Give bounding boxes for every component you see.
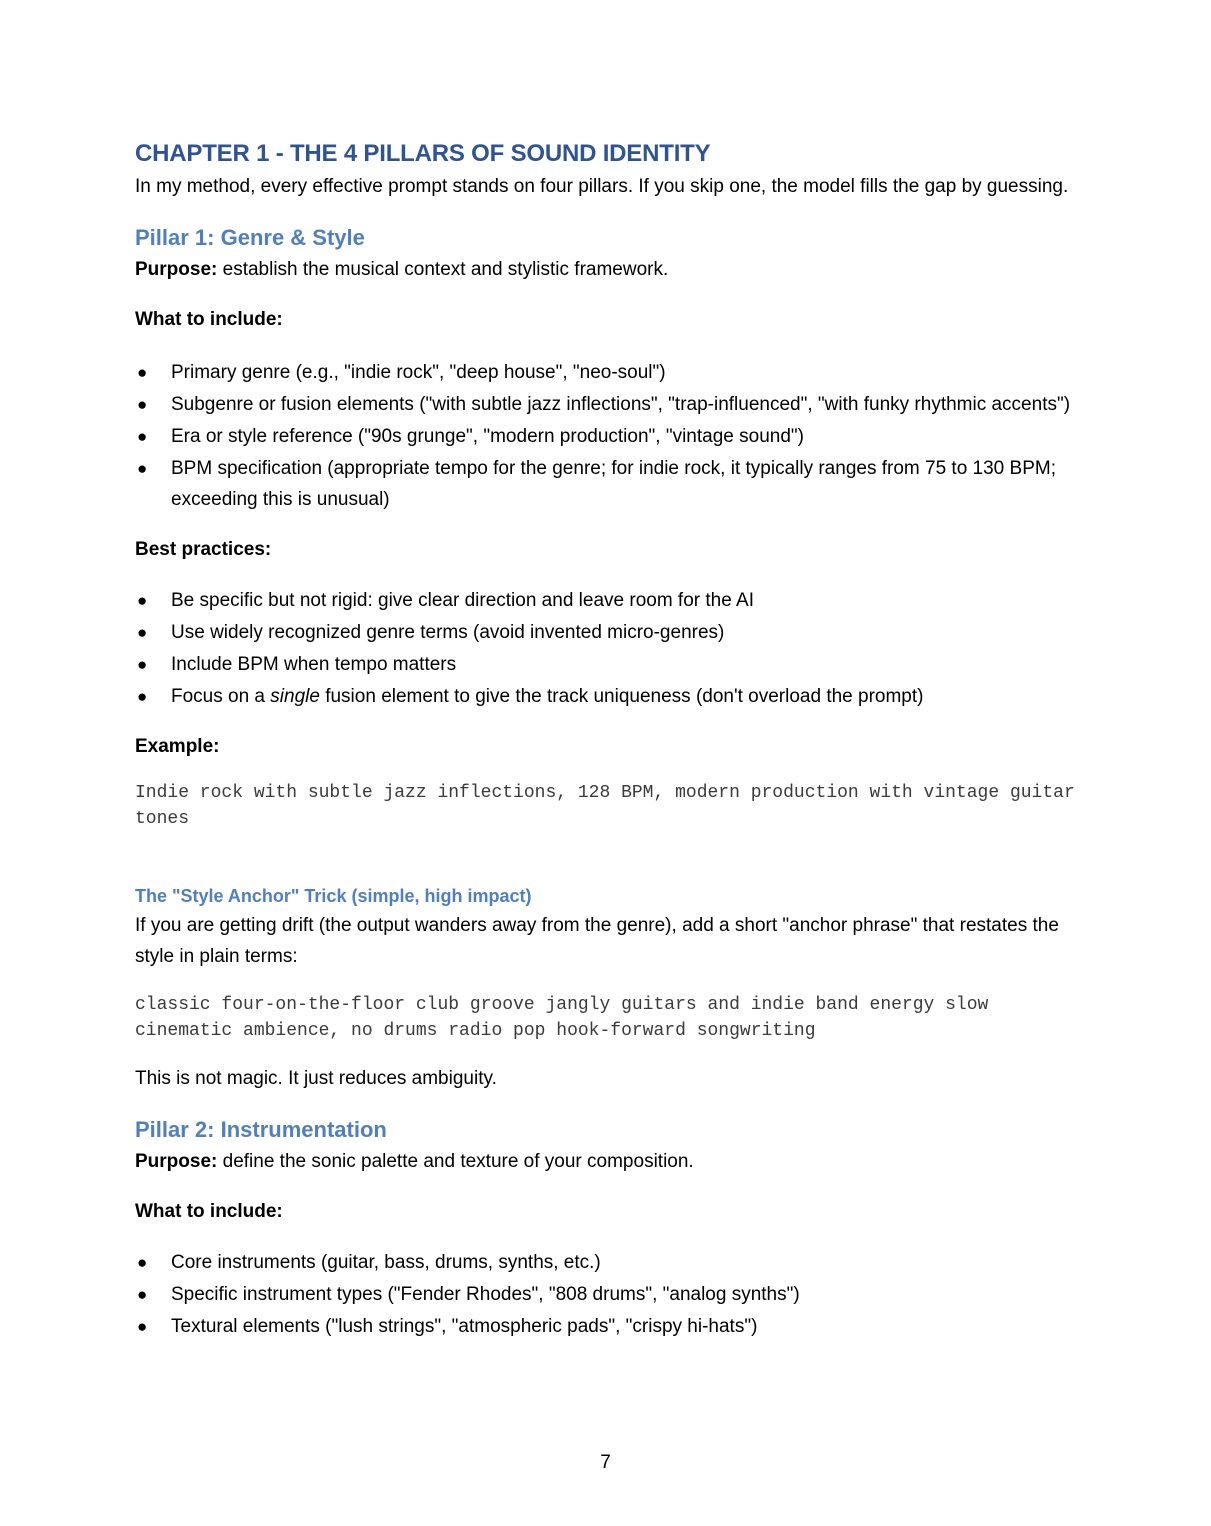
list-item bbox=[135, 1247, 1085, 1278]
list-item bbox=[135, 453, 1085, 515]
pillar1-include-list bbox=[135, 357, 1085, 515]
list-item-text: Primary genre (e.g., "indie rock", "deep house", "neo-soul") bbox=[171, 362, 666, 383]
list-item-text: Focus on a bbox=[171, 686, 271, 707]
list-item-text: Core instruments (guitar, bass, drums, synths, etc.) bbox=[171, 1252, 601, 1273]
pillar2-include-list bbox=[135, 1247, 1085, 1342]
pillar2-purpose-label: Purpose: bbox=[135, 1151, 218, 1172]
pillar1-example-label: Example: bbox=[135, 736, 220, 757]
bullet-icon: ● bbox=[137, 687, 148, 706]
bullet-icon: ● bbox=[137, 395, 148, 414]
bullet-icon: ● bbox=[137, 363, 148, 382]
list-item bbox=[135, 617, 1085, 648]
bullet-icon: ● bbox=[137, 1317, 148, 1336]
pillar1-purpose bbox=[135, 254, 1085, 285]
bullet-icon: ● bbox=[137, 1285, 148, 1304]
list-item bbox=[135, 585, 1085, 616]
list-item-text: Textural elements ("lush strings", "atmospheric pads", "crispy hi-hats") bbox=[171, 1316, 758, 1337]
bullet-icon: ● bbox=[137, 591, 148, 610]
list-item-text: fusion element to give the track uniqueness (don't overload the prompt) bbox=[319, 686, 924, 707]
pillar1-heading: Pillar 1: Genre & Style bbox=[135, 225, 365, 250]
style-anchor-heading: The "Style Anchor" Trick (simple, high impact) bbox=[135, 886, 532, 906]
bullet-icon: ● bbox=[137, 623, 148, 642]
style-anchor-code: classic four-on-the-floor club groove jangly guitars and indie band energy slow cinematic ambience, no drums radio pop hook-forward songwriting bbox=[135, 995, 1000, 1041]
pillar1-include-label: What to include: bbox=[135, 309, 283, 330]
list-item bbox=[135, 681, 1085, 712]
list-item-text: Use widely recognized genre terms (avoid invented micro-genres) bbox=[171, 622, 725, 643]
list-item bbox=[135, 357, 1085, 388]
chapter-title: CHAPTER 1 - THE 4 PILLARS OF SOUND IDENTITY bbox=[135, 140, 711, 167]
pillar1-example-code: Indie rock with subtle jazz inflections, 128 BPM, modern production with vintage guitar tones bbox=[135, 783, 1086, 829]
list-item-text: Include BPM when tempo matters bbox=[171, 654, 457, 675]
pillar1-practices-list bbox=[135, 585, 1085, 712]
chapter-intro: In my method, every effective prompt stands on four pillars. If you skip one, the model fills the gap by guessing. bbox=[135, 176, 1069, 197]
list-item bbox=[135, 389, 1085, 420]
list-item bbox=[135, 421, 1085, 452]
list-item-text: Specific instrument types ("Fender Rhodes", "808 drums", "analog synths") bbox=[171, 1284, 800, 1305]
list-item bbox=[135, 1279, 1085, 1310]
pillar1-purpose-text: establish the musical context and stylistic framework. bbox=[217, 259, 669, 280]
pillar2-heading: Pillar 2: Instrumentation bbox=[135, 1117, 387, 1142]
style-anchor-note: This is not magic. It just reduces ambiguity. bbox=[135, 1068, 497, 1089]
pillar1-practices-label: Best practices: bbox=[135, 539, 272, 560]
bullet-icon: ● bbox=[137, 1253, 148, 1272]
list-item bbox=[135, 649, 1085, 680]
list-item-emphasis: single bbox=[270, 686, 320, 707]
list-item bbox=[135, 1311, 1085, 1342]
list-item-text: Era or style reference ("90s grunge", "modern production", "vintage sound") bbox=[171, 426, 804, 447]
pillar2-purpose-text: define the sonic palette and texture of your composition. bbox=[217, 1151, 694, 1172]
list-item-text: BPM specification (appropriate tempo for the genre; for indie rock, it typically ranges from 75 to 130 BPM; exceeding this is unusual) bbox=[171, 458, 1056, 510]
bullet-icon: ● bbox=[137, 459, 148, 478]
list-item-text: Be specific but not rigid: give clear direction and leave room for the AI bbox=[171, 590, 754, 611]
pillar2-include-label: What to include: bbox=[135, 1201, 283, 1222]
pillar2-purpose bbox=[135, 1146, 1085, 1177]
bullet-icon: ● bbox=[137, 655, 148, 674]
document-page bbox=[135, 138, 1085, 1343]
pillar1-purpose-label: Purpose: bbox=[135, 259, 218, 280]
page-number: 7 bbox=[600, 1452, 611, 1473]
list-item-text: Subgenre or fusion elements ("with subtle jazz inflections", "trap-influenced", "with funky rhythmic accents") bbox=[171, 394, 1071, 415]
style-anchor-text: If you are getting drift (the output wanders away from the genre), add a short "anchor phrase" that restates the style in plain terms: bbox=[135, 915, 1059, 967]
bullet-icon: ● bbox=[137, 427, 148, 446]
